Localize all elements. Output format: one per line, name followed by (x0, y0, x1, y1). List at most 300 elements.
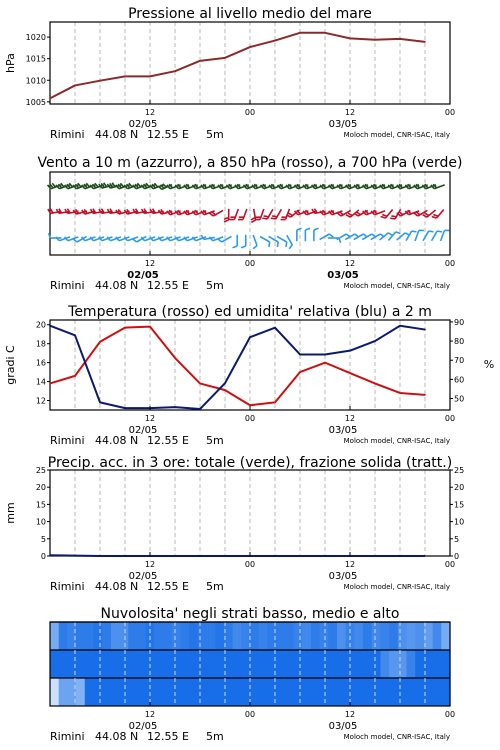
y-tick-label: 1010 (25, 76, 46, 86)
cloud-cell (137, 650, 146, 678)
humidity-point (374, 340, 376, 342)
barb-flag (262, 218, 267, 219)
wind-barb (423, 210, 436, 217)
pressure-point (299, 32, 301, 34)
x-tick-label: 00 (444, 108, 456, 117)
cloud-cell (172, 678, 181, 706)
cloud-cell (207, 678, 216, 706)
cloud-cell (293, 678, 302, 706)
temp_rh-y-axis-right (450, 318, 464, 404)
temperature-point (149, 326, 151, 328)
cloud-cell (363, 622, 372, 650)
temperature-point (199, 383, 201, 385)
cloud-cell (259, 678, 268, 706)
pressure-point (49, 98, 51, 100)
cloud-cell (85, 622, 94, 650)
x-tick-label: 12 (344, 108, 356, 117)
barb-flag (277, 242, 278, 247)
cloud-cell (250, 678, 259, 706)
cloud-cell (398, 650, 407, 678)
y-tick-label: 50 (454, 394, 465, 404)
x-tick-label: 00 (244, 710, 256, 719)
location-elev: 5m (206, 128, 224, 141)
barb-flag (253, 246, 257, 249)
date-label: 02/05 (128, 571, 158, 582)
precip-y-axis-left (36, 466, 50, 561)
x-tick-label: 12 (144, 108, 156, 117)
y-tick-label: 14 (35, 377, 46, 387)
cloud-cell (415, 622, 424, 650)
cloud-cell (241, 678, 250, 706)
temperature-point (349, 372, 351, 374)
precip-point (324, 555, 326, 557)
barb-flag (218, 239, 222, 242)
cloud-cell (163, 678, 172, 706)
cloud-cell (380, 622, 389, 650)
cloud-cell (389, 650, 398, 678)
cloud-cell (380, 678, 389, 706)
cloud-cell (189, 650, 198, 678)
cloud-cell (180, 650, 189, 678)
x-tick-label: 00 (244, 259, 256, 268)
date-label: 02/05 (127, 270, 159, 281)
clouds-x-axis (50, 702, 455, 743)
y-tick-label: 70 (454, 356, 465, 366)
cloud-cell (407, 622, 416, 650)
barb-flag (423, 215, 427, 217)
pressure-frame (50, 22, 450, 104)
cloud-cell (441, 650, 450, 678)
cloud-cell (259, 650, 268, 678)
temperature-point (274, 402, 276, 404)
x-tick-label: 12 (144, 259, 156, 268)
barb-flag (269, 242, 270, 247)
cloud-cell (441, 622, 450, 650)
pressure-x-axis (50, 100, 455, 141)
cloud-cell (389, 678, 398, 706)
date-label: 02/05 (128, 425, 158, 436)
barb-flag (396, 232, 401, 234)
cloud-cell (50, 678, 59, 706)
cloud-cell (389, 622, 398, 650)
precip-point (174, 555, 176, 557)
date-label: 03/05 (328, 425, 358, 436)
location-lon: 12.55 E (147, 434, 189, 447)
location-lat: 44.08 N (95, 580, 139, 593)
cloud-cell (180, 622, 189, 650)
pressure-line (50, 33, 425, 99)
temp_rh-y-axis-left (36, 321, 50, 406)
x-tick-label: 12 (344, 560, 356, 569)
cloud-cell (337, 678, 346, 706)
cloud-cell (354, 650, 363, 678)
humidity-point (299, 354, 301, 356)
wind-barb (305, 228, 310, 241)
location-lon: 12.55 E (147, 279, 189, 292)
temp_rh-x-axis (50, 406, 455, 447)
y-tick-label: 1020 (25, 33, 46, 43)
pressure-point (74, 85, 76, 87)
barb-flag (289, 245, 292, 249)
y-tick-label: 1015 (25, 54, 46, 64)
location-elev: 5m (206, 580, 224, 593)
humidity-point (174, 406, 176, 408)
cloud-cell (111, 622, 120, 650)
wind-barb (431, 184, 445, 189)
cloud-cell (328, 678, 337, 706)
cloud-cell (102, 678, 111, 706)
model-credit: Moloch model, CNR-ISAC, Italy (343, 583, 450, 591)
cloud-cell (120, 678, 129, 706)
cloud-cell (198, 678, 207, 706)
cloud-cell (259, 622, 268, 650)
cloud-cell (328, 622, 337, 650)
cloud-cell (59, 650, 68, 678)
location-city: Rimini (50, 279, 85, 292)
precip-point (299, 555, 301, 557)
cloud-cell (241, 622, 250, 650)
cloud-cell (120, 650, 129, 678)
pressure-point (99, 80, 101, 82)
cloud-cell (207, 650, 216, 678)
x-tick-label: 00 (444, 414, 456, 423)
date-label: 02/05 (128, 721, 158, 732)
humidity-point (124, 407, 126, 409)
wind-x-axis (50, 251, 455, 292)
precip-point (74, 555, 76, 557)
humidity-point (399, 325, 401, 327)
cloud-cell (398, 622, 407, 650)
y-tick-label: 5 (454, 534, 460, 544)
location-lat: 44.08 N (95, 730, 139, 743)
cloud-cell (415, 678, 424, 706)
precip-series (49, 555, 426, 557)
cloud-cell (276, 678, 285, 706)
cloud-cell (172, 650, 181, 678)
barb-shaft (432, 231, 438, 241)
clouds-title: Nuvolosita' negli strati basso, medio e alto (100, 606, 400, 622)
cloud-cell (372, 650, 381, 678)
pressure-point (374, 39, 376, 41)
cloud-cell (198, 650, 207, 678)
cloud-cell (215, 650, 224, 678)
barb-flag (381, 216, 386, 218)
cloud-cell (293, 622, 302, 650)
temperature-point (74, 375, 76, 377)
barb-flag (412, 231, 417, 232)
location-elev: 5m (206, 730, 224, 743)
humidity-point (49, 325, 51, 327)
cloud-cell (363, 650, 372, 678)
wind-barb (238, 209, 247, 220)
temperature-point (249, 404, 251, 406)
cloud-cell (128, 622, 137, 650)
cloud-cell (59, 678, 68, 706)
wind-barb (253, 235, 257, 249)
location-city: Rimini (50, 580, 85, 593)
barb-shaft (337, 234, 347, 240)
cloud-cell (137, 678, 146, 706)
cloud-cell (189, 622, 198, 650)
model-credit: Moloch model, CNR-ISAC, Italy (343, 282, 450, 290)
temperature-series (49, 326, 426, 406)
temperature-point (299, 371, 301, 373)
temperature-point (424, 394, 426, 396)
y-tick-label: 20 (35, 320, 46, 330)
cloud-cell (276, 650, 285, 678)
cloud-cell (407, 650, 416, 678)
barb-flag (432, 216, 437, 218)
precip-point (199, 555, 201, 557)
cloud-cell (93, 622, 102, 650)
cloud-cell (328, 650, 337, 678)
precip-point (399, 555, 401, 557)
cloud-cell (320, 622, 329, 650)
wind-title: Vento a 10 m (azzurro), a 850 hPa (rosso), a 700 hPa (verde) (37, 155, 463, 171)
pressure-ylabel: hPa (4, 53, 17, 73)
location-city: Rimini (50, 434, 85, 447)
cloud-cell (76, 650, 85, 678)
pressure-grid (75, 22, 425, 104)
date-label: 03/05 (328, 721, 358, 732)
cloud-cell (433, 622, 442, 650)
wind-barb (269, 236, 279, 247)
barb-flag (224, 220, 229, 222)
precip-point (374, 555, 376, 557)
cloud-cell (407, 678, 416, 706)
humidity-point (324, 354, 326, 356)
cloud-cell (198, 622, 207, 650)
barb-flag (233, 246, 238, 248)
cloud-cell (233, 650, 242, 678)
wind-barb (381, 210, 393, 219)
cloud-cell (441, 678, 450, 706)
cloud-cell (372, 622, 381, 650)
humidity-point (99, 402, 101, 404)
wind-barb (277, 236, 287, 247)
cloud-cell (302, 678, 311, 706)
cloud-cell (215, 678, 224, 706)
y-tick-label: 25 (35, 466, 46, 475)
y-tick-label: 10 (35, 517, 46, 527)
y-tick-label: 5 (40, 534, 46, 544)
date-label: 03/05 (328, 571, 358, 582)
cloud-cell (285, 650, 294, 678)
cloud-cell (120, 622, 129, 650)
wind-barb (260, 236, 270, 247)
cloud-cell (93, 678, 102, 706)
wind-barb (241, 235, 246, 248)
barb-flag (288, 213, 292, 215)
x-tick-label: 00 (244, 560, 256, 569)
barb-shaft (260, 236, 270, 242)
barb-flag (391, 216, 396, 217)
wind-row-1 (48, 209, 444, 223)
temperature-point (99, 341, 101, 343)
y-tick-label: 20 (35, 483, 46, 493)
wind-barb (233, 235, 238, 248)
barb-flag (271, 218, 276, 219)
cloud-cell (302, 650, 311, 678)
x-tick-label: 00 (444, 259, 456, 268)
cloud-cell (415, 650, 424, 678)
cloud-cell (154, 678, 163, 706)
cloud-cell (172, 622, 181, 650)
humidity-point (274, 327, 276, 329)
y-tick-label: 15 (35, 500, 46, 510)
cloud-cell (354, 678, 363, 706)
cloud-cell (215, 622, 224, 650)
model-credit: Moloch model, CNR-ISAC, Italy (343, 733, 450, 741)
wind-row-0 (48, 183, 445, 190)
cloud-cell (154, 622, 163, 650)
pressure-point (324, 32, 326, 34)
pressure-title: Pressione al livello medio del mare (128, 6, 372, 22)
cloud-cell (233, 622, 242, 650)
wind-barb (314, 228, 319, 241)
y-tick-label: 18 (35, 339, 46, 349)
location-lat: 44.08 N (95, 128, 139, 141)
cloud-cell (337, 650, 346, 678)
cloud-cell (50, 650, 59, 678)
precip-y-axis-right (450, 466, 464, 561)
cloud-cell (76, 678, 85, 706)
cloud-cell (372, 678, 381, 706)
cloud-cell (433, 650, 442, 678)
cloud-cell (398, 678, 407, 706)
y-tick-label: 0 (454, 552, 460, 561)
y-tick-label: 10 (454, 517, 465, 527)
precip-point (274, 555, 276, 557)
cloud-cell (207, 622, 216, 650)
humidity-point (349, 350, 351, 352)
wind-barb (229, 209, 238, 220)
cloud-cell (180, 678, 189, 706)
temp-ylabel: gradi C (4, 345, 17, 385)
cloud-cell (250, 650, 259, 678)
cloud-cell (59, 622, 68, 650)
y-tick-label: 90 (454, 317, 465, 327)
pressure-point (424, 41, 426, 43)
cloud-cell (154, 650, 163, 678)
barb-flag (286, 242, 287, 247)
cloud-cell (50, 622, 59, 650)
barb-shaft (397, 233, 406, 240)
barb-flag (241, 246, 246, 248)
location-elev: 5m (206, 279, 224, 292)
temperature-point (374, 383, 376, 385)
wind-barb (281, 209, 290, 220)
y-tick-label: 60 (454, 375, 465, 385)
barb-flag (297, 228, 302, 230)
cloud-cell (285, 622, 294, 650)
cloud-cell (285, 678, 294, 706)
barb-flag (437, 231, 442, 232)
x-tick-label: 00 (444, 710, 456, 719)
cloud-cell (293, 650, 302, 678)
cloud-cell (85, 678, 94, 706)
barb-shaft (406, 231, 412, 241)
pressure-y-axis-left (26, 33, 50, 107)
temp_rh-title: Temperatura (rosso) ed umidita' relativa (blu) a 2 m (68, 304, 432, 320)
cloud-cell (250, 622, 259, 650)
wind-barb (287, 235, 293, 249)
y-tick-label: 16 (35, 358, 46, 368)
pressure-point (199, 60, 201, 62)
barb-shaft (277, 236, 287, 242)
y-tick-label: 80 (454, 337, 465, 347)
precip-ylabel: mm (4, 502, 17, 524)
temperature-point (49, 383, 51, 385)
cloud-cell (241, 650, 250, 678)
x-tick-label: 12 (344, 259, 356, 268)
location-elev: 5m (206, 434, 224, 447)
pressure-point (224, 57, 226, 59)
precip-x-axis (50, 552, 455, 593)
pressure-point (274, 40, 276, 42)
humidity-point (424, 329, 426, 331)
precip-point (424, 555, 426, 557)
location-lat: 44.08 N (95, 279, 139, 292)
barb-flag (133, 239, 137, 242)
temperature-point (224, 389, 226, 391)
x-tick-label: 00 (244, 108, 256, 117)
date-label: 03/05 (327, 270, 359, 281)
precip-line (50, 555, 425, 556)
cloud-cell (276, 622, 285, 650)
temperature-point (124, 327, 126, 329)
pressure-series (49, 32, 426, 99)
cloud-cell (102, 622, 111, 650)
y-tick-label: 25 (454, 466, 465, 475)
y-tick-label: 15 (454, 500, 465, 510)
cloud-cell (311, 622, 320, 650)
barb-shaft (269, 236, 279, 242)
cloud-cell (311, 678, 320, 706)
barb-shaft (287, 235, 293, 245)
cloud-cell (380, 650, 389, 678)
precip-point (99, 555, 101, 557)
pressure-point (399, 38, 401, 40)
cloud-cell (128, 678, 137, 706)
x-tick-label: 00 (444, 560, 456, 569)
barb-shaft (253, 235, 257, 246)
precip-title: Precip. acc. in 3 ore: totale (verde), frazione solida (tratt.) (47, 455, 453, 471)
wind-barb (201, 235, 215, 239)
x-tick-label: 12 (144, 414, 156, 423)
location-city: Rimini (50, 128, 85, 141)
pressure-point (149, 76, 151, 78)
date-label: 03/05 (328, 119, 358, 130)
temperature-point (324, 362, 326, 364)
x-tick-label: 12 (344, 414, 356, 423)
y-tick-label: 20 (454, 483, 465, 493)
precip-point (124, 555, 126, 557)
temperature-point (399, 392, 401, 394)
cloud-cell (433, 678, 442, 706)
y-tick-label: 12 (35, 396, 46, 406)
model-credit: Moloch model, CNR-ISAC, Italy (343, 131, 450, 139)
barb-flag (264, 216, 269, 217)
cloud-cell (363, 678, 372, 706)
cloud-cell (111, 678, 120, 706)
x-tick-label: 00 (244, 414, 256, 423)
x-tick-label: 12 (344, 710, 356, 719)
pressure-point (174, 70, 176, 72)
wind-barb (297, 228, 302, 241)
model-credit: Moloch model, CNR-ISAC, Italy (343, 437, 450, 445)
cloud-cell (128, 650, 137, 678)
